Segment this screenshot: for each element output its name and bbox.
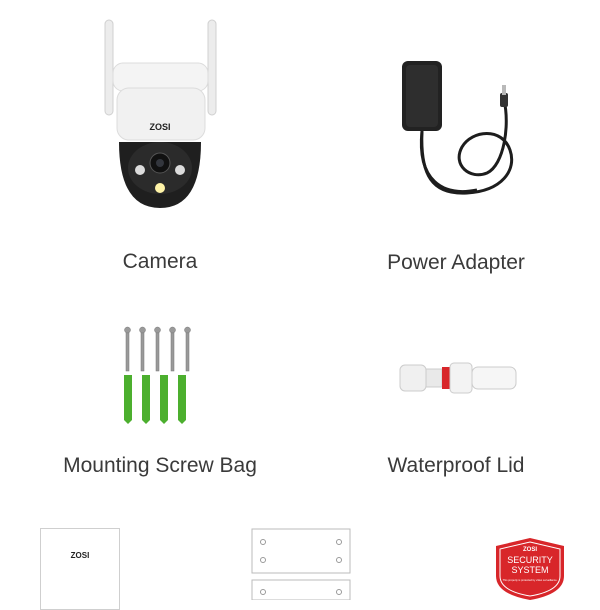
mounting-screw-bag-label: Mounting Screw Bag bbox=[63, 454, 257, 477]
camera-logo: ZOSI bbox=[149, 122, 171, 132]
camera-label: Camera bbox=[122, 250, 198, 273]
manual-image bbox=[40, 528, 120, 610]
sticker-line1: SECURITY bbox=[507, 555, 553, 565]
waterproof-lid-label: Waterproof Lid bbox=[387, 454, 525, 477]
mounting-screws-image bbox=[120, 325, 200, 425]
sticker-line2: SYSTEM bbox=[511, 565, 549, 575]
sticker-small-text: This property is protected by video surveillance. bbox=[502, 579, 558, 582]
waterproof-lid-image bbox=[396, 355, 521, 400]
power-adapter-label: Power Adapter bbox=[387, 251, 525, 274]
security-sticker-image bbox=[492, 536, 568, 600]
power-adapter-image bbox=[392, 55, 532, 200]
camera-image bbox=[95, 18, 225, 213]
manual-logo: ZOSI bbox=[70, 551, 90, 560]
mounting-template-image bbox=[251, 528, 353, 600]
sticker-brand: ZOSI bbox=[522, 547, 538, 553]
